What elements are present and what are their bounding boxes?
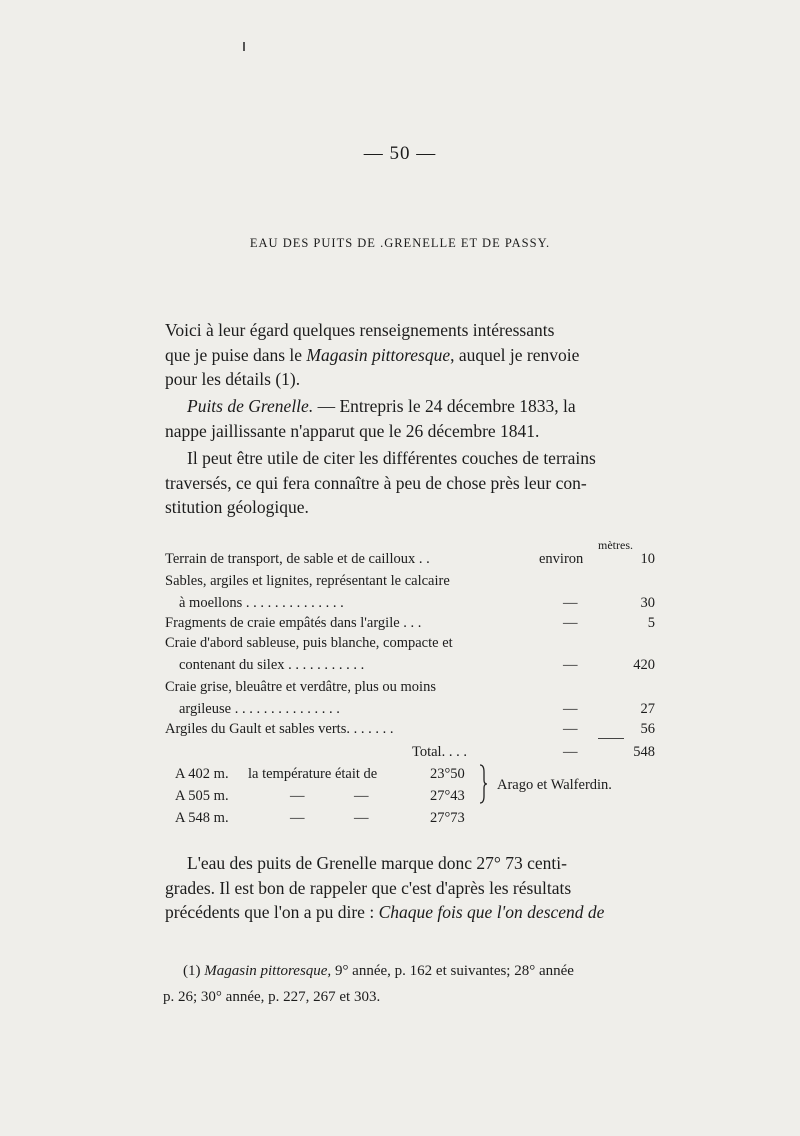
margin-mark xyxy=(243,42,245,51)
quoted-text: Chaque fois que l'on descend de xyxy=(378,902,605,922)
paragraph-line: nappe jaillissante n'apparut que le 26 décembre 1841. xyxy=(165,420,540,441)
table-row: à moellons . . . . . . . . . . . . . . — 30 xyxy=(179,595,655,611)
table-row: argileuse . . . . . . . . . . . . . . . — 27 xyxy=(179,701,655,717)
ditto-mark: — xyxy=(354,788,369,804)
temperature-value: 27°73 xyxy=(430,810,465,826)
paragraph-line: précédents que l'on a pu dire : Chaque fois que l'on descend de xyxy=(165,902,605,922)
page-number: — 50 — xyxy=(363,143,437,164)
ditto-mark: — xyxy=(354,810,369,826)
paragraph-line: grades. Il est bon de rappeler que c'est d'après les résultats xyxy=(165,877,572,898)
running-head: EAU DES PUITS DE .GRENELLE ET DE PASSY. xyxy=(249,236,551,250)
temperature-depth: A 402 m. xyxy=(175,766,229,782)
footnote-line: (1) Magasin pittoresque, 9° année, p. 162 et suivantes; 28° année xyxy=(183,963,574,979)
total-value: 548 xyxy=(633,744,655,760)
paragraph-line: Voici à leur égard quelques renseignements intéressants xyxy=(165,320,555,340)
temperature-value: 27°43 xyxy=(430,788,465,804)
temperature-depth: A 548 m. xyxy=(175,810,229,826)
ditto-mark: — xyxy=(290,788,305,804)
paragraph-line: stitution géologique. xyxy=(165,497,309,517)
table-row: Argiles du Gault et sables verts. . . . . . . — 56 xyxy=(165,721,655,737)
table-row: Fragments de craie empâtés dans l'argile . . . — 5 xyxy=(165,615,655,631)
temperature-text: la température était de xyxy=(248,766,378,782)
temperature-depth: A 505 m. xyxy=(175,788,229,804)
paragraph-line: traversés, ce qui fera connaître à peu de chose près leur con- xyxy=(165,472,587,493)
source-credit: Arago et Walferdin. xyxy=(497,777,612,793)
table-row: Sables, argiles et lignites, représentant le calcaire xyxy=(165,573,450,589)
section-title: Puits de Grenelle. xyxy=(187,396,314,416)
footnote xyxy=(163,958,655,1010)
unit-header: mètres. xyxy=(598,538,633,552)
paragraph-line: L'eau des puits de Grenelle marque donc 27° 73 centi- xyxy=(187,853,567,873)
ditto-mark: — xyxy=(290,810,305,826)
total-label: Total. . . . xyxy=(412,744,467,760)
paragraph-grenelle xyxy=(165,394,651,443)
temperature-value: 23°50 xyxy=(430,766,465,782)
paragraph-line: pour les détails (1). xyxy=(165,369,301,389)
brace-icon xyxy=(479,764,487,804)
magazine-title: Magasin pittoresque xyxy=(306,344,451,365)
table-row: Craie grise, bleuâtre et verdâtre, plus ou moins xyxy=(165,679,436,695)
paragraph-line: Puits de Grenelle. — Entrepris le 24 décembre 1833, la xyxy=(187,396,576,416)
table-row: Craie d'abord sableuse, puis blanche, compacte et xyxy=(165,635,453,651)
footnote-title: Magasin pittoresque, xyxy=(204,963,332,979)
table-row: Terrain de transport, de sable et de cailloux . . environ 10 xyxy=(165,551,655,567)
table-row: contenant du silex . . . . . . . . . . . — 420 xyxy=(179,657,655,673)
table-total-row: Total. . . . — 548 xyxy=(412,744,655,760)
footnote-line: p. 26; 30° année, p. 227, 267 et 303. xyxy=(163,989,381,1005)
paragraph-conclusion xyxy=(165,851,651,925)
paragraph-line: que je puise dans le Magasin pittoresque, auquel je renvoie xyxy=(165,344,580,365)
paragraph-layers xyxy=(165,446,651,520)
paragraph-intro xyxy=(165,318,651,392)
paragraph-line: Il peut être utile de citer les différentes couches de terrains xyxy=(187,448,596,468)
sum-rule xyxy=(598,738,624,739)
